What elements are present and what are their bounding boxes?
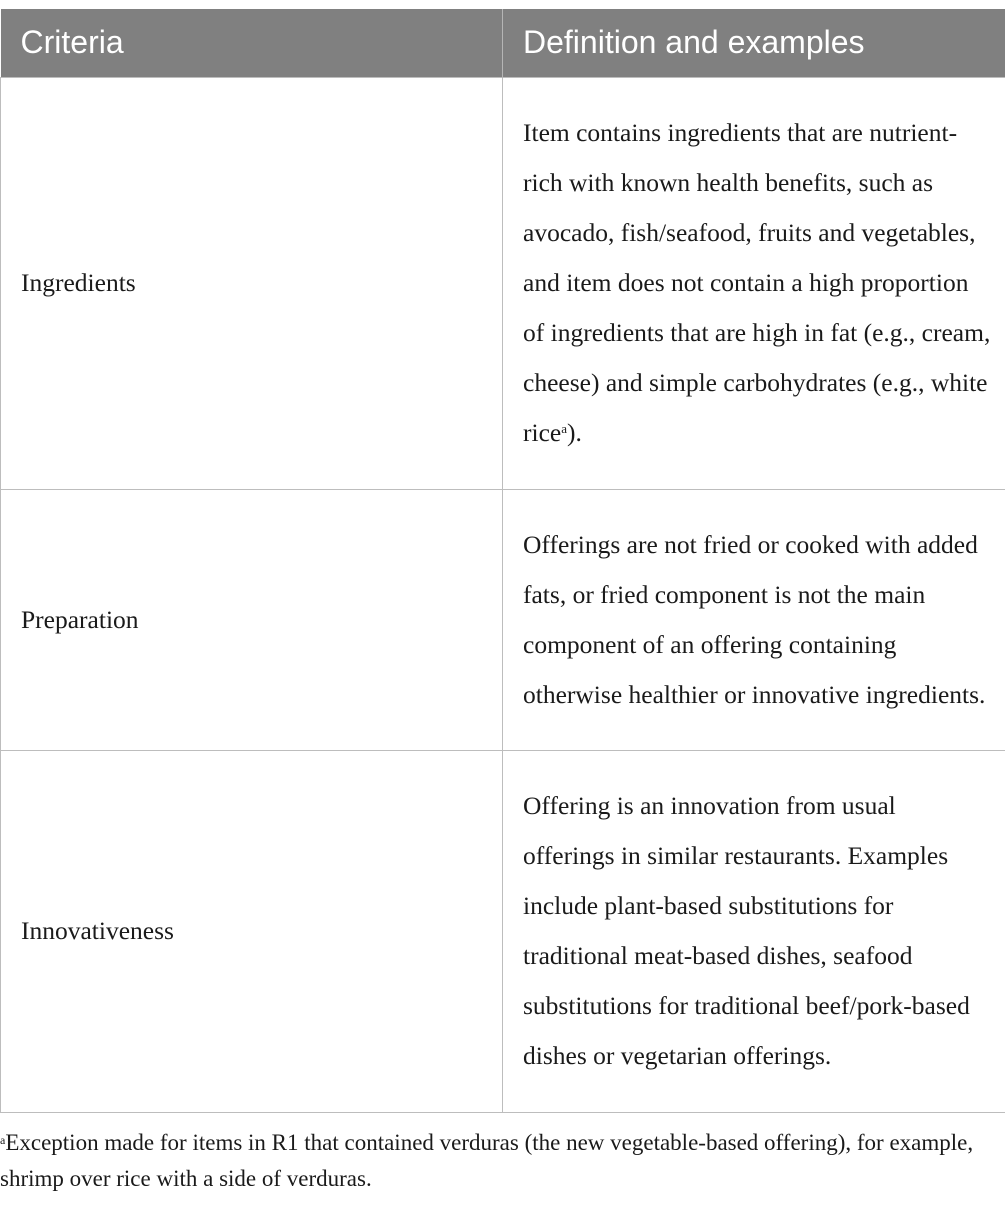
- table-header-row: [1, 9, 1005, 77]
- table-footnote: [0, 1125, 1005, 1197]
- criteria-cell: Ingredients: [1, 77, 503, 489]
- table-row: [1, 77, 1005, 489]
- footnote-marker: a: [0, 1133, 6, 1147]
- criteria-cell: Preparation: [1, 489, 503, 750]
- footnote-text: Exception made for items in R1 that contained verduras (the new vegetable-based offering), for example, shrimp over rice with a side of verduras.: [0, 1130, 974, 1191]
- criteria-table: [0, 9, 1005, 1113]
- definition-cell: Offering is an innovation from usual offerings in similar restaurants. Examples include plant-based substitutions for traditional meat-based dishes, seafood substitutions for traditional beef/pork-based dishes or vegetarian offerings.: [503, 750, 1005, 1112]
- header-definition: Definition and examples: [503, 9, 1005, 77]
- header-criteria: Criteria: [1, 9, 503, 77]
- footnote-marker: a: [561, 421, 567, 436]
- criteria-table-container: [0, 9, 1005, 1113]
- definition-cell: Offerings are not fried or cooked with added fats, or fried component is not the main component of an offering containing otherwise healthier or innovative ingredients.: [503, 489, 1005, 750]
- table-row: [1, 750, 1005, 1112]
- definition-cell: [503, 77, 1005, 489]
- table-row: [1, 489, 1005, 750]
- criteria-cell: Innovativeness: [1, 750, 503, 1112]
- definition-text: Item contains ingredients that are nutrient-rich with known health benefits, such as avocado, fish/seafood, fruits and vegetables, and item does not contain a high proportion of ingredients that are high in fat (e.g., cream, cheese) and simple carbohydrates (e.g., white rice: [523, 118, 991, 447]
- definition-text-end: ).: [567, 418, 582, 447]
